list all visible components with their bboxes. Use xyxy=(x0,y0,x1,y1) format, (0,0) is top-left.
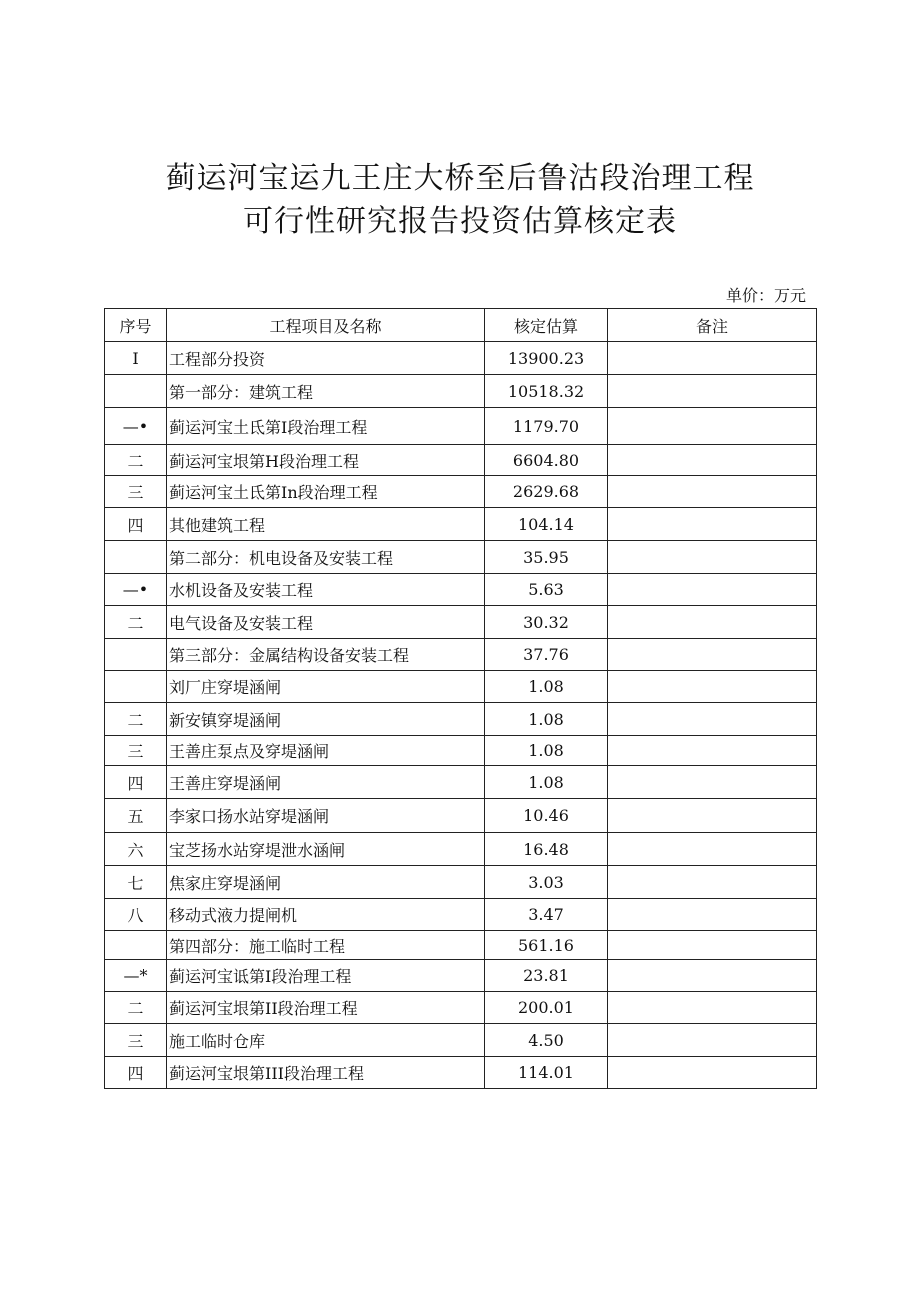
row-estimate-value: 104.14 xyxy=(485,508,608,541)
document-title-line-1: 蓟运河宝运九王庄大桥至后鲁沽段治理工程 xyxy=(165,161,755,196)
table-row xyxy=(105,703,817,736)
row-item-name: 施工临时仓库 xyxy=(167,1024,485,1057)
row-estimate-value: 200.01 xyxy=(485,992,608,1024)
table-row xyxy=(105,1057,817,1089)
row-estimate-value: 1.08 xyxy=(485,766,608,799)
table-row xyxy=(105,1024,817,1057)
table-row xyxy=(105,574,817,606)
row-estimate-value: 37.76 xyxy=(485,639,608,671)
table-row xyxy=(105,992,817,1024)
table-row xyxy=(105,476,817,508)
row-serial-number: I xyxy=(105,342,167,375)
row-estimate-value: 3.47 xyxy=(485,899,608,931)
row-serial-number: —• xyxy=(105,574,167,606)
row-item-name: 工程部分投资 xyxy=(167,342,485,375)
row-remarks xyxy=(608,408,817,445)
row-remarks xyxy=(608,1057,817,1089)
row-item-name: 第四部分：施工临时工程 xyxy=(167,931,485,960)
row-serial-number: 六 xyxy=(105,833,167,866)
row-serial-number: 四 xyxy=(105,508,167,541)
row-item-name: 蓟运河宝土氐第In段治理工程 xyxy=(167,476,485,508)
table-row xyxy=(105,931,817,960)
row-estimate-value: 10518.32 xyxy=(485,375,608,408)
row-serial-number: 三 xyxy=(105,1024,167,1057)
row-remarks xyxy=(608,342,817,375)
row-remarks xyxy=(608,445,817,476)
table-row xyxy=(105,606,817,639)
row-serial-number: 五 xyxy=(105,799,167,833)
header-serial-number: 序号 xyxy=(105,309,167,342)
row-item-name: 王善庄穿堤涵闸 xyxy=(167,766,485,799)
row-serial-number: 二 xyxy=(105,703,167,736)
row-item-name: 李家口扬水站穿堤涵闸 xyxy=(167,799,485,833)
row-estimate-value: 16.48 xyxy=(485,833,608,866)
table-body xyxy=(105,342,817,1089)
table-row xyxy=(105,799,817,833)
row-item-name: 第三部分：金属结构设备安装工程 xyxy=(167,639,485,671)
row-serial-number xyxy=(105,639,167,671)
row-serial-number xyxy=(105,671,167,703)
row-item-name: 宝芝扬水站穿堤泄水涵闸 xyxy=(167,833,485,866)
row-estimate-value: 13900.23 xyxy=(485,342,608,375)
row-estimate-value: 3.03 xyxy=(485,866,608,899)
row-estimate-value: 114.01 xyxy=(485,1057,608,1089)
row-estimate-value: 1.08 xyxy=(485,736,608,766)
row-serial-number: 二 xyxy=(105,445,167,476)
row-estimate-value: 4.50 xyxy=(485,1024,608,1057)
row-estimate-value: 10.46 xyxy=(485,799,608,833)
row-item-name: 移动式液力提闸机 xyxy=(167,899,485,931)
row-estimate-value: 561.16 xyxy=(485,931,608,960)
row-estimate-value: 6604.80 xyxy=(485,445,608,476)
row-serial-number: —* xyxy=(105,960,167,992)
row-item-name: 刘厂庄穿堤涵闸 xyxy=(167,671,485,703)
table-row xyxy=(105,736,817,766)
row-remarks xyxy=(608,541,817,574)
row-serial-number xyxy=(105,541,167,574)
unit-label: 单价：万元 xyxy=(725,286,806,305)
header-estimate: 核定估算 xyxy=(485,309,608,342)
header-item-name: 工程项目及名称 xyxy=(167,309,485,342)
table-row xyxy=(105,408,817,445)
row-remarks xyxy=(608,508,817,541)
row-estimate-value: 30.32 xyxy=(485,606,608,639)
row-remarks xyxy=(608,736,817,766)
row-serial-number: 三 xyxy=(105,736,167,766)
row-item-name: 新安镇穿堤涵闸 xyxy=(167,703,485,736)
row-item-name: 第一部分：建筑工程 xyxy=(167,375,485,408)
row-estimate-value: 1.08 xyxy=(485,671,608,703)
header-remarks: 备注 xyxy=(608,309,817,342)
row-serial-number: 四 xyxy=(105,766,167,799)
table-row xyxy=(105,833,817,866)
document-title-line-2: 可行性研究报告投资估算核定表 xyxy=(243,204,677,239)
table-row xyxy=(105,766,817,799)
row-remarks xyxy=(608,931,817,960)
investment-estimate-table xyxy=(104,308,817,1089)
row-serial-number: —• xyxy=(105,408,167,445)
row-remarks xyxy=(608,833,817,866)
row-estimate-value: 5.63 xyxy=(485,574,608,606)
table-row xyxy=(105,541,817,574)
row-remarks xyxy=(608,799,817,833)
row-item-name: 蓟运河宝土氐第I段治理工程 xyxy=(167,408,485,445)
row-remarks xyxy=(608,766,817,799)
row-estimate-value: 1179.70 xyxy=(485,408,608,445)
row-item-name: 水机设备及安装工程 xyxy=(167,574,485,606)
row-item-name: 蓟运河宝垠第H段治理工程 xyxy=(167,445,485,476)
row-item-name: 其他建筑工程 xyxy=(167,508,485,541)
row-remarks xyxy=(608,899,817,931)
row-serial-number: 八 xyxy=(105,899,167,931)
table-row xyxy=(105,866,817,899)
row-item-name: 第二部分：机电设备及安装工程 xyxy=(167,541,485,574)
row-serial-number xyxy=(105,375,167,408)
table-row xyxy=(105,671,817,703)
table-row xyxy=(105,342,817,375)
row-estimate-value: 1.08 xyxy=(485,703,608,736)
row-serial-number: 七 xyxy=(105,866,167,899)
row-item-name: 蓟运河宝垠第II段治理工程 xyxy=(167,992,485,1024)
row-remarks xyxy=(608,639,817,671)
row-remarks xyxy=(608,476,817,508)
row-item-name: 蓟运河宝垠第III段治理工程 xyxy=(167,1057,485,1089)
row-serial-number: 三 xyxy=(105,476,167,508)
row-remarks xyxy=(608,606,817,639)
table-row xyxy=(105,639,817,671)
table-header-row xyxy=(105,309,817,342)
row-item-name: 焦家庄穿堤涵闸 xyxy=(167,866,485,899)
table-row xyxy=(105,899,817,931)
row-estimate-value: 35.95 xyxy=(485,541,608,574)
row-serial-number: 四 xyxy=(105,1057,167,1089)
table-row xyxy=(105,960,817,992)
row-remarks xyxy=(608,1024,817,1057)
row-remarks xyxy=(608,375,817,408)
table-row xyxy=(105,445,817,476)
row-remarks xyxy=(608,703,817,736)
row-remarks xyxy=(608,992,817,1024)
row-item-name: 电气设备及安装工程 xyxy=(167,606,485,639)
table-row xyxy=(105,508,817,541)
row-item-name: 王善庄泵点及穿堤涵闸 xyxy=(167,736,485,766)
row-remarks xyxy=(608,960,817,992)
row-serial-number: 二 xyxy=(105,606,167,639)
row-estimate-value: 23.81 xyxy=(485,960,608,992)
row-remarks xyxy=(608,866,817,899)
row-estimate-value: 2629.68 xyxy=(485,476,608,508)
row-remarks xyxy=(608,671,817,703)
table-row xyxy=(105,375,817,408)
row-item-name: 蓟运河宝诋第I段治理工程 xyxy=(167,960,485,992)
row-serial-number: 二 xyxy=(105,992,167,1024)
row-serial-number xyxy=(105,931,167,960)
row-remarks xyxy=(608,574,817,606)
